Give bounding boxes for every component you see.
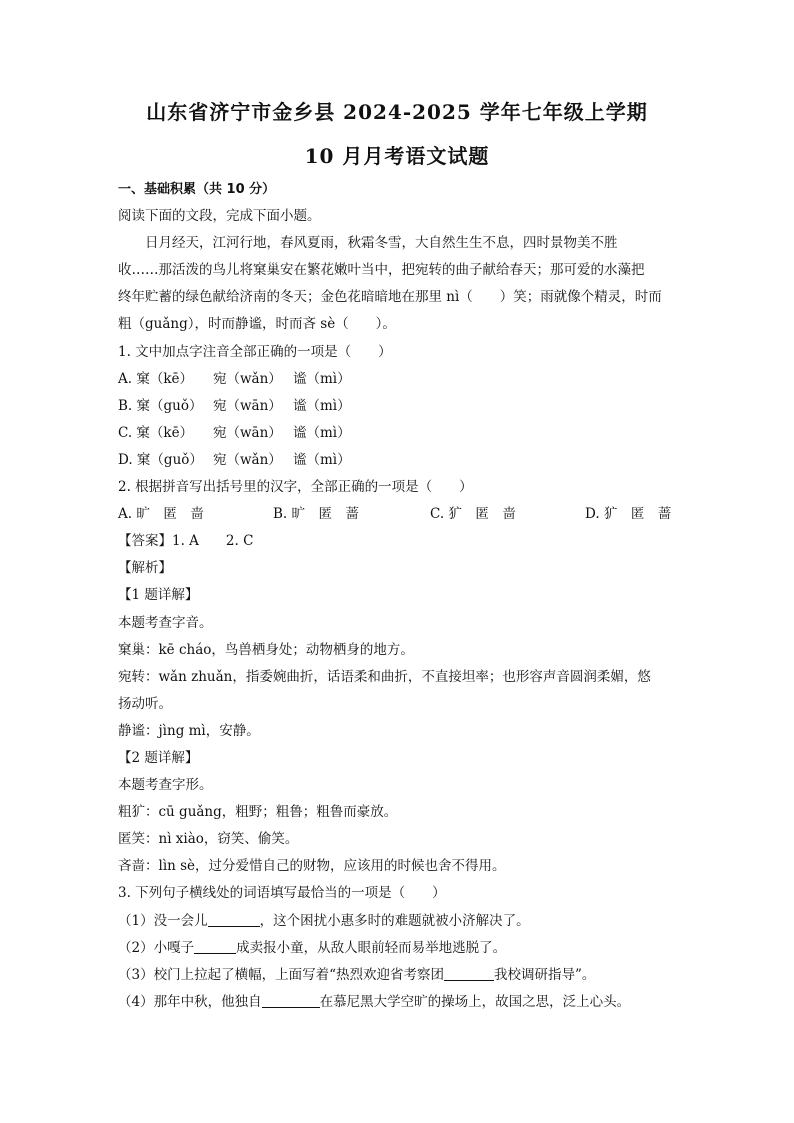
section-heading: 一、基础积累（共 10 分） — [118, 182, 276, 197]
detail-line: 静谧：jìng mì，安静。 — [118, 722, 260, 739]
option-part: 谧（mì） — [293, 424, 351, 441]
content-body — [118, 176, 678, 1016]
detail-line: 宛转：wǎn zhuǎn，指委婉曲折，话语柔和曲折，不直接坦率；也形容声音圆润柔媚，悠 — [118, 668, 651, 685]
question-1-option-c — [118, 420, 678, 447]
detail-2-heading: 【2 题详解】 — [118, 749, 199, 766]
page-subtitle: 10 月月考语文试题 — [304, 144, 490, 168]
question-3-item-4 — [118, 989, 678, 1016]
passage-line: 粗（guǎng），时而静谧，时而吝 sè（ ）。 — [118, 316, 396, 333]
option-b: B. 旷 匿 蔷 — [273, 506, 360, 523]
question-2-stem: 2. 根据拼音写出括号里的汉字，全部正确的一项是（ ） — [118, 479, 473, 496]
detail-line: 窠巢：kē cháo，鸟兽栖身处；动物栖身的地方。 — [118, 641, 414, 658]
detail-line: 本题考查字音。 — [118, 614, 213, 631]
detail-1-heading: 【1 题详解】 — [118, 587, 199, 604]
detail-line: 扬动听。 — [118, 695, 172, 712]
question-3-item-1 — [118, 908, 678, 935]
option-part: 宛（wǎn） — [213, 370, 282, 387]
option-c: C. 犷 匿 啬 — [430, 506, 516, 523]
question-2-options — [118, 501, 678, 528]
option-part: D. 窠（guǒ） — [118, 451, 203, 468]
option-part: 宛（wān） — [213, 397, 282, 414]
item-text: 我校调研指导”。 — [494, 966, 596, 983]
fill-blank — [194, 939, 236, 954]
instruction: 阅读下面的文段，完成下面小题。 — [118, 208, 321, 225]
question-1-stem: 1. 文中加点字注音全部正确的一项是（ ） — [118, 343, 392, 360]
option-part: A. 窠（kē） — [118, 370, 194, 387]
detail-line: 粗犷：cū guǎng，粗野；粗鲁；粗鲁而豪放。 — [118, 804, 398, 821]
item-text: （2）小嘎子 — [118, 939, 195, 956]
item-text: （4）那年中秋，他独自 — [118, 993, 262, 1010]
item-text: ，这个困扰小惠多时的难题就被小济解决了。 — [259, 912, 530, 929]
option-part: 宛（wān） — [213, 424, 282, 441]
detail-line: 吝啬：lìn sè，过分爱惜自己的财物，应该用的时候也舍不得用。 — [118, 858, 506, 875]
item-text: 成卖报小童，从敌人眼前轻而易举地逃脱了。 — [236, 939, 507, 956]
passage-line: 终年贮蓄的绿色献给济南的冬天；金色花暗暗地在那里 nì（ ）笑；雨就像个精灵，时而 — [118, 289, 662, 306]
option-d: D. 犷 匿 蔷 — [585, 506, 672, 523]
option-a: A. 旷 匿 啬 — [118, 506, 204, 523]
analysis-heading: 【解析】 — [118, 560, 172, 577]
item-text: 在慕尼黑大学空旷的操场上，故国之思，泛上心头。 — [319, 993, 631, 1010]
detail-line: 匿笑：nì xiào，窃笑、偷笑。 — [118, 831, 299, 848]
question-3-item-2 — [118, 935, 678, 962]
option-part: 宛（wǎn） — [213, 451, 282, 468]
passage-line: 日月经天，江河行地，春风夏雨，秋霜冬雪，大自然生生不息，四时景物美不胜 — [145, 235, 618, 252]
fill-blank — [208, 912, 260, 927]
page-title: 山东省济宁市金乡县 2024-2025 学年七年级上学期 — [146, 100, 648, 124]
option-part: B. 窠（guǒ） — [118, 397, 203, 414]
answer-line: 【答案】1. A 2. C — [118, 533, 254, 550]
question-1-option-b — [118, 393, 678, 420]
option-part: 谧（mì） — [293, 370, 351, 387]
item-text: （1）没一会儿 — [118, 912, 208, 929]
option-part: 谧（mì） — [293, 397, 351, 414]
item-text: （3）校门上拉起了横幅，上面写着“热烈欢迎省考察团 — [118, 966, 444, 983]
option-part: C. 窠（kē） — [118, 424, 194, 441]
question-1-option-a — [118, 366, 678, 393]
detail-line: 本题考查字形。 — [118, 777, 213, 794]
option-part: 谧（mì） — [293, 451, 351, 468]
question-1-option-d — [118, 447, 678, 474]
fill-blank — [262, 993, 320, 1008]
question-3-stem: 3. 下列句子横线处的词语填写最恰当的一项是（ ） — [118, 885, 446, 902]
passage-line: 收……那活泼的鸟儿将窠巢安在繁花嫩叶当中，把宛转的曲子献给春天；那可爱的水藻把 — [118, 262, 645, 279]
fill-blank — [444, 966, 494, 981]
question-3-item-3 — [118, 962, 678, 989]
